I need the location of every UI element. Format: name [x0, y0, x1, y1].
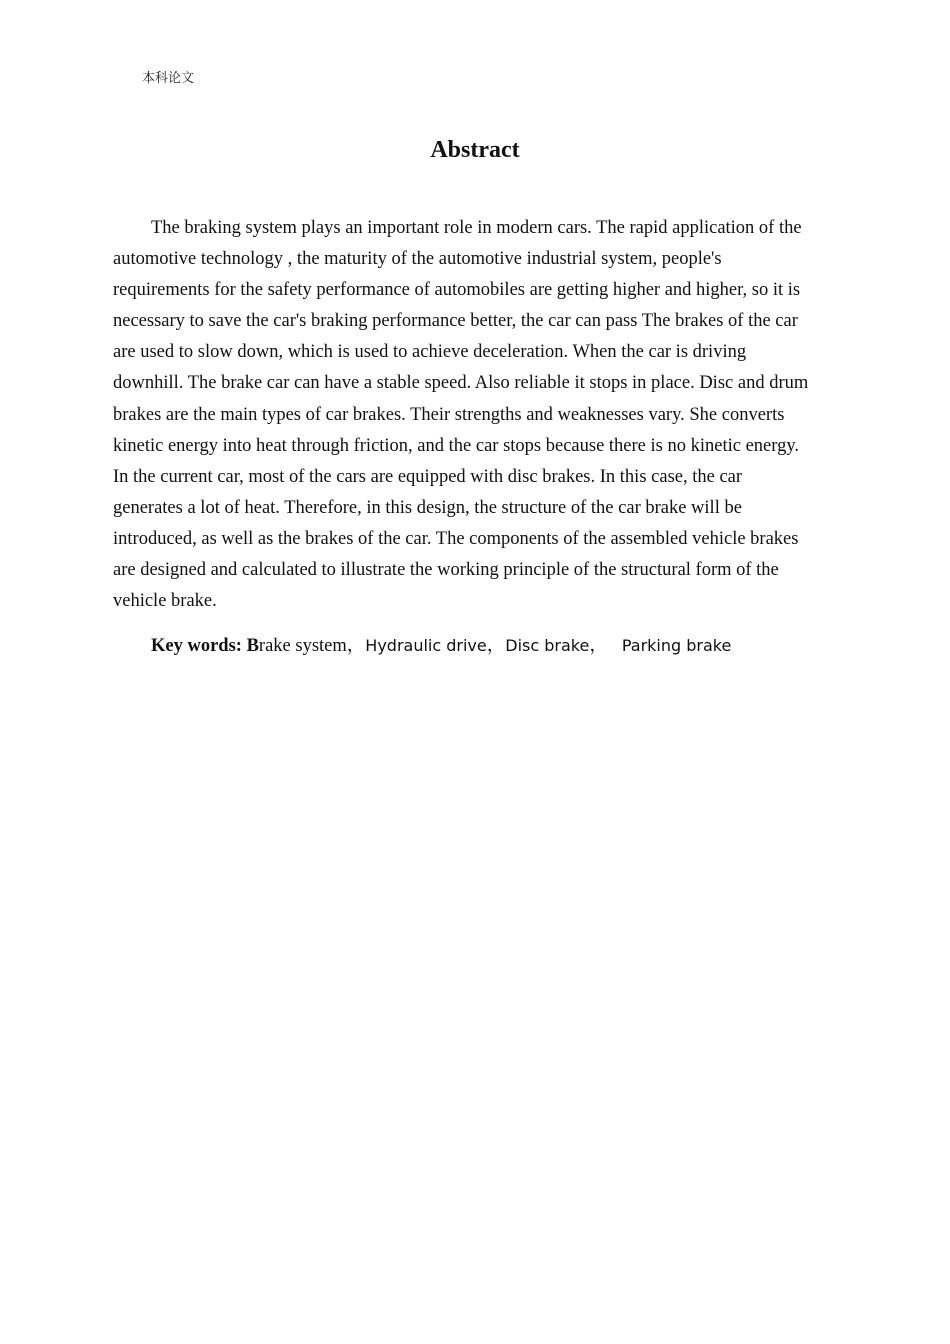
- keyword-disc-brake: Disc brake: [505, 636, 590, 655]
- abstract-line: brakes are the main types of car brakes. Their strengths and weaknesses vary. She converts: [113, 404, 785, 425]
- keyword-separator: ，: [589, 636, 608, 656]
- keywords-label: Key words: B: [151, 636, 259, 656]
- abstract-line: generates a lot of heat. Therefore, in this design, the structure of the car brake will be: [113, 497, 742, 518]
- abstract-title: Abstract: [430, 137, 520, 163]
- keyword-hydraulic-drive: Hydraulic drive: [365, 636, 487, 655]
- abstract-line: kinetic energy into heat through friction, and the car stops because there is no kinetic energy.: [113, 435, 799, 456]
- keyword-parking-brake: Parking brake: [621, 636, 732, 655]
- abstract-line: downhill. The brake car can have a stable speed. Also reliable it stops in place. Disc and drum: [113, 373, 809, 394]
- abstract-line: vehicle brake.: [113, 591, 217, 612]
- abstract-line: are designed and calculated to illustrate the working principle of the structural form of the: [113, 560, 779, 581]
- abstract-line: The braking system plays an important role in modern cars. The rapid application of the: [151, 218, 802, 238]
- keyword-separator: ，: [346, 636, 366, 656]
- abstract-line: automotive technology , the maturity of the automotive industrial system, people's: [113, 249, 722, 270]
- keyword-brake-system: rake system: [258, 636, 347, 656]
- abstract-line: In the current car, most of the cars are equipped with disc brakes. In this case, the car: [113, 466, 743, 487]
- abstract-line: necessary to save the car's braking performance better, the car can pass The brakes of the car: [113, 311, 798, 332]
- page-header-note: 本科论文: [142, 71, 195, 86]
- abstract-line: introduced, as well as the brakes of the car. The components of the assembled vehicle brakes: [113, 528, 799, 549]
- abstract-line: are used to slow down, which is used to achieve deceleration. When the car is driving: [113, 342, 747, 363]
- keyword-separator: ，: [486, 636, 506, 656]
- keywords-line: [151, 632, 731, 660]
- abstract-line: requirements for the safety performance of automobiles are getting higher and higher, so it is: [113, 280, 801, 301]
- abstract-body: [113, 213, 835, 617]
